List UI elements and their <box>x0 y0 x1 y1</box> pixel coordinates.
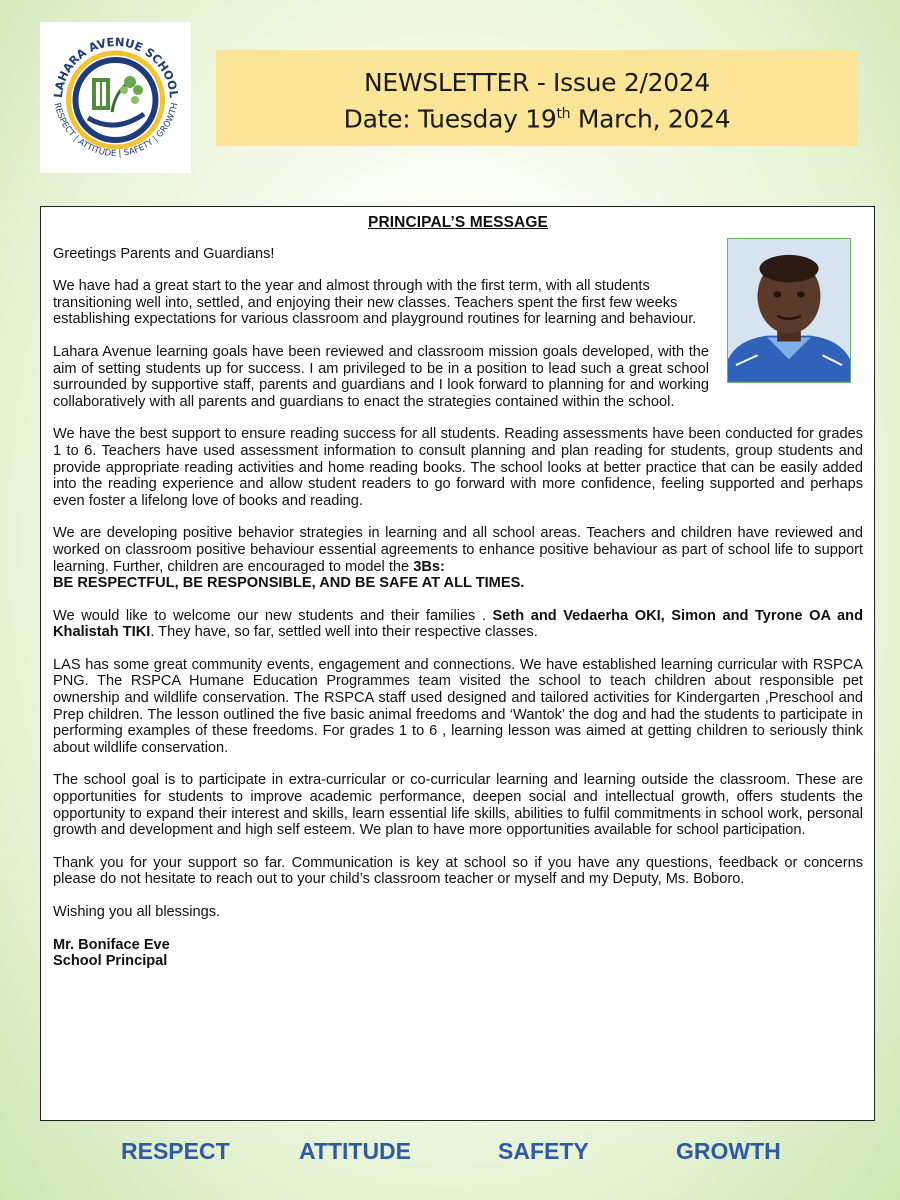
newsletter-title-banner <box>216 50 858 146</box>
value-respect: RESPECT <box>121 1138 230 1164</box>
school-values-footer <box>0 1138 900 1172</box>
value-safety: SAFETY <box>498 1138 589 1164</box>
principal-photo <box>727 238 851 383</box>
portrait-icon <box>728 239 850 382</box>
newsletter-title: NEWSLETTER - Issue 2/2024 <box>363 68 711 97</box>
message-paragraph-4: We are developing positive behavior strategies in learning and all school areas. Teachers and children have reviewed and worked on classroom positive behaviour essential agreements to enhance positive behaviour as part of school life to support learning. Further, children are encouraged to model the 3Bs: BE RESPECTFUL, BE RESPONSIBLE, AND BE SAFE AT ALL TIMES. <box>53 525 863 592</box>
message-paragraph-2: Lahara Avenue learning goals have been reviewed and classroom mission goals developed, with the aim of setting students up for success. I am privileged to be in a position to lead such a great school surrounded by supportive staff, parents and guardians and I look forward to planning for and working collaboratively with all parents and guardians to enact the strategies contained within the school. <box>53 343 709 410</box>
new-student-names: Seth and Vedaerha OKI, Simon and Tyrone OA and Khalistah TIKI <box>53 607 863 641</box>
message-paragraph-6: LAS has some great community events, engagement and connections. We have established learning curricular with RSPCA PNG. The RSPCA Humane Education Programmes team visited the school to teach children about responsible pet ownership and wildlife conservation. The RSPCA staff used designed and tailored activities for Kindergarten ,Preschool and Prep children. The lesson outlined the five basic animal freedoms and ‘Wantok’ the dog and had the students to participate in performing examples of these freedoms. For grades 1 to 6 , learning lesson was aimed at getting children to seriously think about wildlife conservation. <box>53 656 863 756</box>
message-paragraph-7: The school goal is to participate in extra-curricular or co-curricular learning and learning outside the classroom. These are opportunities for students to improve academic performance, deepen social and intellectual growth, offers students the opportunity to expand their interest and skills, learn essential life skills, abilities to fulfil commitments in school work, personal growth and development and high self esteem. We plan to have more opportunities available for school participation. <box>53 772 863 839</box>
message-paragraph-3: We have the best support to ensure reading success for all students. Reading assessments have been conducted for grades 1 to 6. Teachers have used assessment information to consult planning and plan reading for students, group students and provide appropriate reading activities and home reading books. The school looks at better practice that can be easily added into the reading experience and allow student readers to go forward with more confidence, feeling supported and perhaps even foster a lifelong love of books and reading. <box>53 426 863 509</box>
school-emblem-icon <box>40 22 191 173</box>
message-closing: Wishing you all blessings. <box>53 904 221 920</box>
message-paragraph-5: We would like to welcome our new students and their families . Seth and Vedaerha OKI, Simon and Tyrone OA and Khalistah TIKI. They have, so far, settled well into their respective classes. <box>53 607 863 641</box>
logo-motto: RESPECT | ATTITUDE | SAFETY | GROWTH <box>51 101 181 160</box>
value-growth: GROWTH <box>676 1138 781 1164</box>
school-logo <box>40 22 191 173</box>
newsletter-date: Date: Tuesday 19th March, 2024 <box>343 104 731 134</box>
behaviour-motto: BE RESPECTFUL, BE RESPONSIBLE, AND BE SAFE AT ALL TIMES. <box>53 575 525 592</box>
logo-school-name: LAHARA AVENUE SCHOOL <box>50 34 182 99</box>
signature-name: Mr. Boniface Eve <box>53 936 170 953</box>
signature-title: School Principal <box>53 953 168 970</box>
principal-message-box <box>40 206 875 1121</box>
message-paragraph-8: Thank you for your support so far. Communication is key at school so if you have any questions, feedback or concerns please do not hesitate to reach out to your child’s classroom teacher or myself and my Deputy, Ms. Boboro. <box>53 854 863 888</box>
value-attitude: ATTITUDE <box>299 1138 412 1164</box>
message-paragraph-1: We have had a great start to the year and almost through with the first term, with all students transitioning well into, settled, and enjoying their new classes. Teachers spent the first few weeks establishing expectations for various classroom and playground routines for learning and behaviour. <box>53 278 697 328</box>
message-heading: PRINCIPAL’S MESSAGE <box>368 214 548 231</box>
message-greeting: Greetings Parents and Guardians! <box>53 245 275 262</box>
